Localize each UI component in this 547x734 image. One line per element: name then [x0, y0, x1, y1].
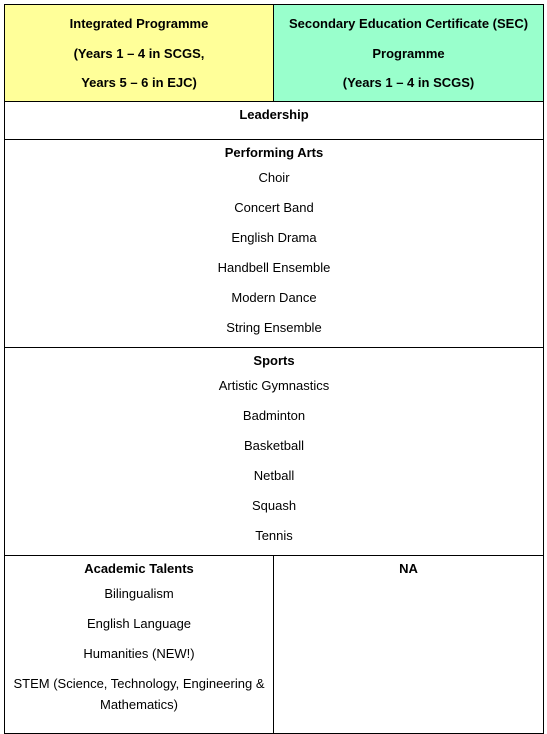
list-item: Handbell Ensemble [217, 260, 331, 275]
list-item: Modern Dance [231, 290, 317, 305]
ip-header-line: (Years 1 – 4 in SCGS, [73, 45, 205, 61]
sec-header-line: Secondary Education Certificate (SEC) [288, 16, 529, 31]
list-item: STEM (Science, Technology, Engineering & Mathematics) [13, 676, 265, 712]
list-item: Concert Band [234, 200, 314, 215]
list-item: Tennis [255, 528, 293, 543]
leadership-row [5, 102, 544, 140]
list-item: English Language [86, 616, 192, 631]
performing-arts-cell [5, 140, 544, 348]
list-item: String Ensemble [226, 320, 322, 335]
sec-academic-cell [274, 556, 544, 734]
performing-arts-title: Performing Arts [224, 145, 324, 160]
sec-header-line: Programme [372, 45, 445, 61]
sports-title: Sports [253, 353, 295, 368]
list-item: Squash [251, 498, 297, 513]
sports-cell [5, 348, 544, 556]
header-row [5, 5, 544, 102]
academic-talents-cell [5, 556, 274, 734]
integrated-programme-header [5, 5, 274, 102]
sec-header-line: (Years 1 – 4 in SCGS) [342, 75, 475, 90]
performing-arts-row [5, 140, 544, 348]
ip-header-line: Years 5 – 6 in EJC) [81, 75, 197, 90]
leadership-cell [5, 102, 544, 140]
sec-programme-header [274, 5, 544, 102]
list-item: Humanities (NEW!) [83, 646, 195, 661]
list-item: English Drama [231, 230, 317, 245]
list-item: Netball [253, 468, 295, 483]
programme-table [4, 4, 544, 734]
list-item: Bilingualism [104, 586, 174, 601]
list-item: Badminton [242, 408, 306, 423]
list-item: Choir [258, 170, 290, 185]
ip-header-line: Integrated Programme [69, 16, 209, 31]
list-item: Basketball [244, 438, 304, 453]
list-item: Artistic Gymnastics [218, 378, 330, 393]
academic-row [5, 556, 544, 734]
leadership-title: Leadership [239, 107, 309, 122]
sports-row [5, 348, 544, 556]
academic-talents-title: Academic Talents [84, 561, 194, 576]
not-applicable-label: NA [399, 561, 418, 576]
